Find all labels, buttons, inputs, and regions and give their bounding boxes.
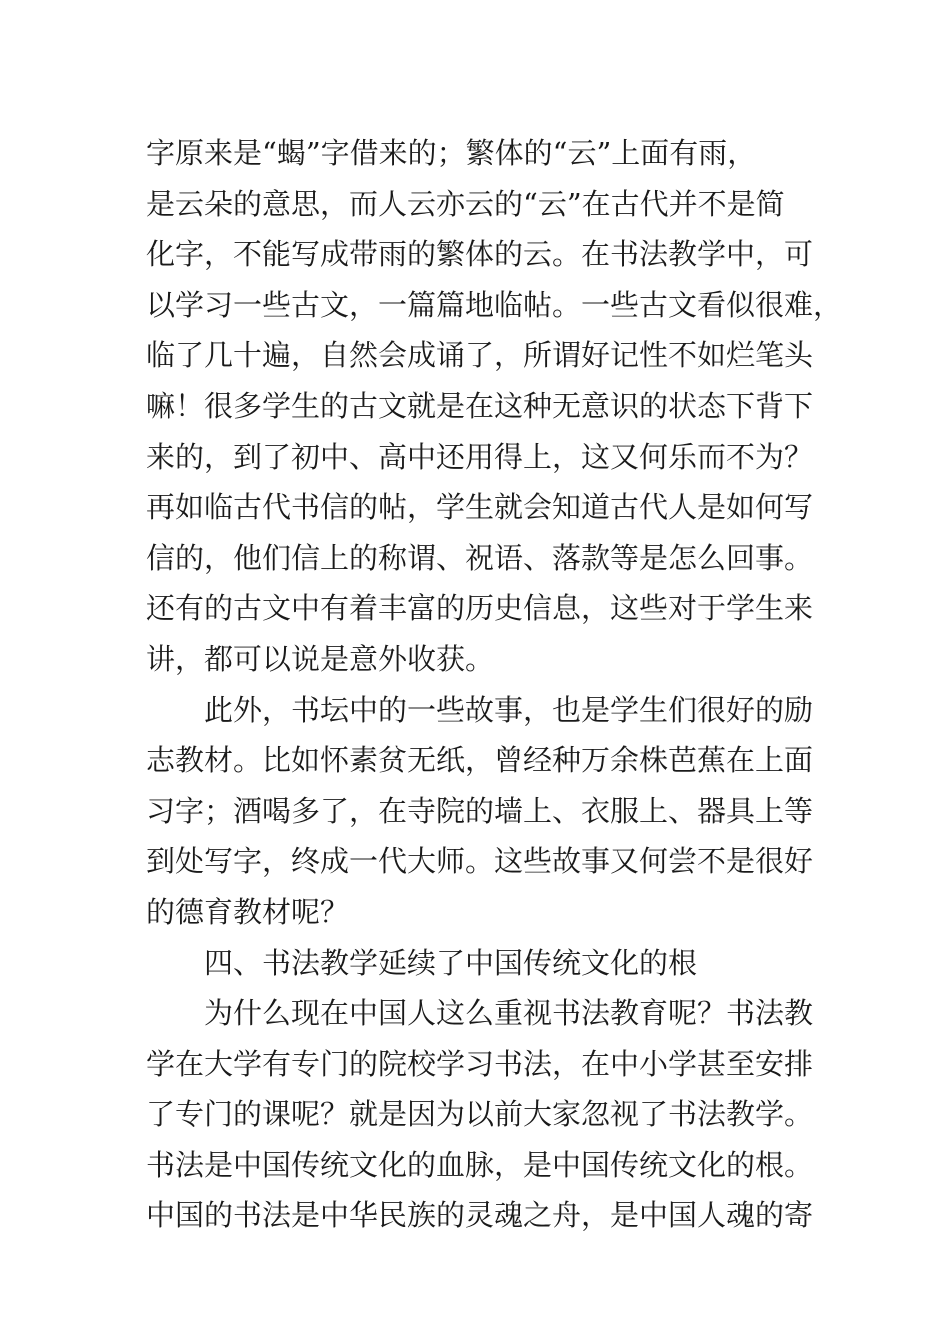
text-line: 到处写字，终成一代大师。这些故事又何尝不是很好 xyxy=(146,844,814,879)
section-heading: 四、书法教学延续了中国传统文化的根 xyxy=(204,945,698,980)
text-line: 字原来是“蝎”字借来的；繁体的“云”上面有雨， xyxy=(146,136,757,170)
text-line: 以学习一些古文，一篇篇地临帖。一些古文看似很难， xyxy=(146,287,843,322)
text-line: 的德育教材呢？ xyxy=(146,894,350,929)
text-line: 来的，到了初中、高中还用得上，这又何乐而不为？ xyxy=(146,439,814,474)
paragraph-start-line: 为什么现在中国人这么重视书法教育呢？书法教 xyxy=(204,996,814,1031)
text-line: 信的，他们信上的称谓、祝语、落款等是怎么回事。 xyxy=(146,540,814,575)
text-line: 嘛！很多学生的古文就是在这种无意识的状态下背下 xyxy=(146,388,814,423)
text-line: 书法是中国传统文化的血脉，是中国传统文化的根。 xyxy=(146,1147,814,1182)
text-line: 学在大学有专门的院校学习书法，在中小学甚至安排 xyxy=(146,1046,814,1081)
text-line: 志教材。比如怀素贫无纸，曾经种万余株芭蕉在上面 xyxy=(146,743,814,778)
text-line: 讲，都可以说是意外收获。 xyxy=(146,641,495,676)
text-line: 习字；酒喝多了，在寺院的墙上、衣服上、器具上等 xyxy=(146,793,814,828)
text-line: 中国的书法是中华民族的灵魂之舟，是中国人魂的寄 xyxy=(146,1198,814,1233)
text-line: 临了几十遍，自然会成诵了，所谓好记性不如烂笔头 xyxy=(146,338,814,373)
text-line: 还有的古文中有着丰富的历史信息，这些对于学生来 xyxy=(146,591,814,626)
document-body xyxy=(146,128,843,1241)
text-line: 再如临古代书信的帖，学生就会知道古代人是如何写 xyxy=(146,490,814,525)
paragraph-start-line: 此外，书坛中的一些故事，也是学生们很好的励 xyxy=(204,692,814,727)
text-line: 是云朵的意思，而人云亦云的“云”在古代并不是简 xyxy=(146,186,785,221)
text-line: 了专门的课呢？就是因为以前大家忽视了书法教学。 xyxy=(146,1097,814,1132)
text-line: 化字，不能写成带雨的繁体的云。在书法教学中，可 xyxy=(146,237,814,272)
